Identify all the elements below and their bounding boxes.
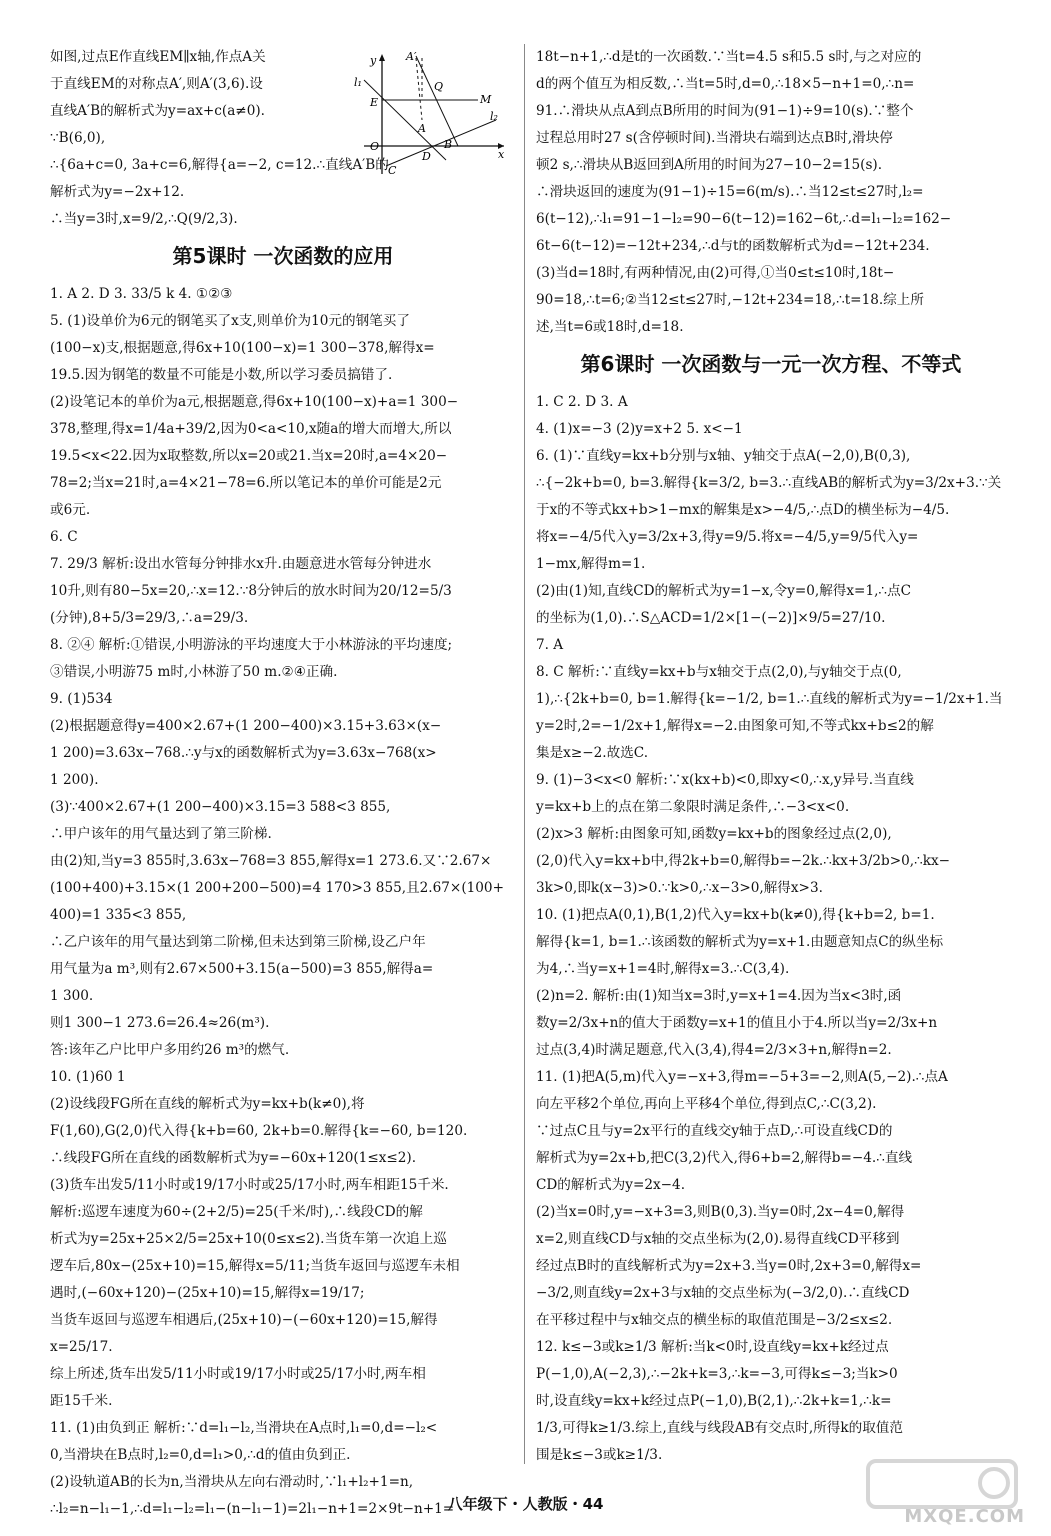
- text-line: (2)设笔记本的单价为a元,根据题意,得6x+10(100−x)+a=1 300−: [50, 394, 459, 410]
- text-line: 7. 29/3 解析:设出水管每分钟排水x升.由题意进水管每分钟进水: [50, 556, 432, 572]
- text-line: (3)∵400×2.67+(1 200−400)×3.15=3 588<3 855,: [50, 799, 391, 815]
- text-line: 1),∴{2k+b=0, b=1.解得{k=−1/2, b=1.∴直线的解析式为y=−1/2x+1.当: [536, 691, 1003, 707]
- text-line: (3)货车出发5/11小时或19/17小时或25/17小时,两车相距15千米.: [50, 1177, 449, 1193]
- text-line: 6. C: [50, 529, 78, 545]
- text-line: 集是x≥−2.故选C.: [536, 745, 649, 761]
- text-line: 78=2;当x=21时,a=4×21−78=6.所以笔记本的单价可能是2元: [50, 475, 442, 491]
- label-a: A: [418, 122, 426, 135]
- text-line: ∵过点C且与y=2x平行的直线交y轴于点D,∴可设直线CD的: [536, 1123, 893, 1139]
- text-line: 11. (1)由负到正 解析:∵d=l₁−l₂,当滑块在A点时,l₁=0,d=−l₂<: [50, 1420, 438, 1436]
- right-column: [536, 44, 1006, 1469]
- label-a-prime: A′: [406, 50, 417, 63]
- text-line: F(1,60),G(2,0)代入得{k+b=60, 2k+b=0.解得{k=−60, b=120.: [50, 1123, 468, 1139]
- y-arrow: [379, 54, 385, 61]
- text-line: (2)由(1)知,直线CD的解析式为y=1−x,令y=0,解得x=1,∴点C: [536, 583, 912, 599]
- text-line: 述,当t=6或18时,d=18.: [536, 319, 684, 335]
- text-line: 如图,过点E作直线EM∥x轴,作点A关: [50, 49, 266, 65]
- text-line: 7. A: [536, 637, 564, 653]
- label-x: x: [498, 148, 505, 161]
- section-title-6: 第6课时 一次函数与一元一次方程、不等式: [580, 352, 962, 376]
- text-line: ∴l₂=n−l₁−1,∴d=l₁−l₂=l₁−(n−l₁−1)=2l₁−n+1=2×9t−n+1=: [50, 1501, 455, 1517]
- text-line: x=25/17.: [50, 1339, 113, 1355]
- watermark-text: MXQE.COM: [904, 1506, 1025, 1527]
- text-line: 顿2 s,∴滑块从B返回到A所用的时间为27−10−2=15(s).: [536, 157, 883, 173]
- text-line: 8. C 解析:∵直线y=kx+b与x轴交于点(2,0),与y轴交于点(0,: [536, 664, 902, 680]
- text-line: 数y=2/3x+n的值大于函数y=x+1的值且小于4.所以当y=2/3x+n: [536, 1015, 938, 1031]
- text-line: CD的解析式为y=2x−4.: [536, 1177, 686, 1193]
- text-line: 综上所述,货车出发5/11小时或19/17小时或25/17小时,两车相: [50, 1366, 426, 1382]
- text-line: ∴当y=3时,x=9/2,∴Q(9/2,3).: [50, 211, 238, 227]
- text-line: 6. (1)∵直线y=kx+b分别与x轴、y轴交于点A(−2,0),B(0,3),: [536, 448, 911, 464]
- text-line: ∴滑块返回的速度为(91−1)÷15=6(m/s).∴当12≤t≤27时,l₂=: [536, 184, 924, 200]
- text-line: 则1 300−1 273.6=26.4≈26(m³).: [50, 1015, 270, 1031]
- text-line: P(−1,0),A(−2,3),∴−2k+k=3,∴k=−3,可得k≤−3;当k>0: [536, 1366, 898, 1382]
- text-line: 6(t−12),∴l₁=91−1−l₂=90−6(t−12)=162−6t,∴d=l₁−l₂=162−: [536, 211, 952, 227]
- label-m: M: [480, 93, 492, 106]
- text-line: −3/2,则直线y=2x+3与x轴的交点坐标为(−3/2,0).∴直线CD: [536, 1285, 910, 1301]
- label-c: C: [388, 164, 397, 177]
- text-line: 直线A′B的解析式为y=ax+c(a≠0).: [50, 103, 265, 119]
- text-line: 4. (1)x=−3 (2)y=x+2 5. x<−1: [536, 421, 743, 437]
- text-line: 向左平移2个单位,再向上平移4个单位,得到点C,∴C(3,2).: [536, 1096, 877, 1112]
- text-line: 为4,∴当y=x+1=4时,解得x=3.∴C(3,4).: [536, 961, 790, 977]
- text-line: 或6元.: [50, 502, 91, 518]
- text-line: 将x=−4/5代入y=3/2x+3,得y=9/5.将x=−4/5,y=9/5代入y=: [536, 529, 919, 545]
- text-line: 9. (1)534: [50, 691, 113, 707]
- text-line: 于x的不等式kx+b>1−mx的解集是x>−4/5,∴点D的横坐标为−4/5.: [536, 502, 950, 518]
- text-line: (3)当d=18时,有两种情况,由(2)可得,①当0≤t≤10时,18t−: [536, 265, 895, 281]
- page-footer: 八年级下・人教版・44: [447, 1495, 604, 1513]
- text-line: 19.5<x<22.因为x取整数,所以x=20或21.当x=20时,a=4×20−: [50, 448, 448, 464]
- text-line: 解得{k=1, b=1.∴该函数的解析式为y=x+1.由题意知点C的纵坐标: [536, 934, 944, 950]
- text-line: 12. k≤−3或k≥1/3 解析:当k<0时,设直线y=kx+k经过点: [536, 1339, 889, 1355]
- text-line: (100−x)支,根据题意,得6x+10(100−x)=1 300−378,解得x=: [50, 340, 435, 356]
- text-line: (2)设轨道AB的长为n,当滑块从左向右滑动时,∵l₁+l₂+1=n,: [50, 1474, 414, 1490]
- label-y: y: [370, 54, 377, 67]
- text-line: 91.∴滑块从点A到点B所用的时间为(91−1)÷9=10(s).∵整个: [536, 103, 914, 119]
- text-line: 当货车返回与巡逻车相遇后,(25x+10)−(−60x+120)=15,解得: [50, 1312, 438, 1328]
- text-line: ∴线段FG所在直线的函数解析式为y=−60x+120(1≤x≤2).: [50, 1150, 417, 1166]
- text-line: 1. C 2. D 3. A: [536, 394, 628, 410]
- text-line: ∴{6a+c=0, 3a+c=6,解得{a=−2, c=12.∴直线A′B的: [50, 157, 389, 173]
- text-line: 时,设直线y=kx+k经过点P(−1,0),B(2,1),∴2k+k=1,∴k=: [536, 1393, 892, 1409]
- label-q: Q: [434, 80, 444, 93]
- text-line: 由(2)知,当y=3 855时,3.63x−768=3 855,解得x=1 273.6.又∵2.67×: [50, 853, 492, 869]
- text-line: (100+400)+3.15×(1 200+200−500)=4 170>3 855,且2.67×(100+: [50, 880, 504, 896]
- text-line: 1−mx,解得m=1.: [536, 556, 646, 572]
- text-line: 19.5.因为钢笔的数量不可能是小数,所以学习委员搞错了.: [50, 367, 393, 383]
- text-line: 11. (1)把A(5,m)代入y=−x+3,得m=−5+3=−2,则A(5,−2).∴点A: [536, 1069, 948, 1085]
- text-line: 围是k≤−3或k≥1/3.: [536, 1447, 663, 1463]
- text-line: 解析式为y=2x+b,把C(3,2)代入,得6+b=2,解得b=−4.∴直线: [536, 1150, 913, 1166]
- text-line: 10. (1)60 1: [50, 1069, 126, 1085]
- text-line: ③错误,小明游75 m时,小林游了50 m.②④正确.: [50, 664, 338, 680]
- left-column: [50, 44, 516, 1523]
- text-line: d的两个值互为相反数,∴当t=5时,d=0,∴18×5−n+1=0,∴n=: [536, 76, 915, 92]
- text-line: 1/3,可得k≥1/3.综上,直线与线段AB有交点时,所得k的取值范: [536, 1420, 903, 1436]
- text-line: 9. (1)−3<x<0 解析:∵x(kx+b)<0,即xy<0,∴x,y异号.当直线: [536, 772, 914, 788]
- left-answers: [50, 281, 516, 1523]
- text-line: 解析式为y=−2x+12.: [50, 184, 185, 200]
- text-line: (2)x>3 解析:由图象可知,函数y=kx+b的图象经过点(2,0),: [536, 826, 892, 842]
- text-line: ∴乙户该年的用气量达到第二阶梯,但未达到第三阶梯,设乙户年: [50, 934, 426, 950]
- text-line: (分钟),8+5/3=29/3,∴a=29/3.: [50, 610, 249, 626]
- text-line: 10升,则有80−5x=20,∴x=12.∵8分钟后的放水时间为20/12=5/3: [50, 583, 452, 599]
- text-line: 1 200).: [50, 772, 99, 788]
- text-line: 析式为y=25x+25×2/5=25x+10(0≤x≤2).当货车第一次追上巡: [50, 1231, 447, 1247]
- text-line: y=2时,2=−1/2x+1,解得x=−2.由图象可知,不等式kx+b≤2的解: [536, 718, 934, 734]
- text-line: 0,当滑块在B点时,l₂=0,d=l₁>0,∴d的值由负到正.: [50, 1447, 351, 1463]
- label-b: B: [444, 138, 453, 151]
- text-line: 90=18,∴t=6;②当12≤t≤27时,−12t+234=18,∴t=18.综上所: [536, 292, 924, 308]
- text-line: 3k>0,即k(x−3)>0.∵k>0,∴x−3>0,解得x>3.: [536, 880, 823, 896]
- text-line: 过点(3,4)时满足题意,代入(3,4),得4=2/3×3+n,解得n=2.: [536, 1042, 892, 1058]
- text-line: x=2,则直线CD与x轴的交点坐标为(2,0).易得直线CD平移到: [536, 1231, 900, 1247]
- label-o: O: [370, 140, 380, 153]
- text-line: (2)设线段FG所在直线的解析式为y=kx+b(k≠0),将: [50, 1096, 365, 1112]
- text-line: 距15千米.: [50, 1393, 113, 1409]
- text-line: 6t−6(t−12)=−12t+234,∴d与t的函数解析式为d=−12t+234.: [536, 238, 930, 254]
- text-line: 于直线EM的对称点A′,则A′(3,6).设: [50, 76, 263, 92]
- text-line: y=kx+b上的点在第二象限时满足条件,∴−3<x<0.: [536, 799, 850, 815]
- right-continued-answers: [536, 44, 1006, 341]
- text-line: (2)根据题意得y=400×2.67+(1 200−400)×3.15+3.63×(x−: [50, 718, 442, 734]
- right-answers: [536, 389, 1006, 1469]
- text-line: (2)当x=0时,y=−x+3=3,则B(0,3).当y=0时,2x−4=0,解得: [536, 1204, 905, 1220]
- column-divider: [524, 44, 525, 1464]
- text-line: 用气量为a m³,则有2.67×500+3.15(a−500)=3 855,解得a=: [50, 961, 434, 977]
- text-line: 8. ②④ 解析:①错误,小明游泳的平均速度大于小林游泳的平均速度;: [50, 637, 453, 653]
- label-l1: l₁: [354, 76, 362, 89]
- text-line: 在平移过程中与x轴交点的横坐标的取值范围是−3/2≤x≤2.: [536, 1312, 893, 1328]
- text-line: 1. A 2. D 3. 33/5 k 4. ①②③: [50, 286, 233, 302]
- text-line: ∴甲户该年的用气量达到了第三阶梯.: [50, 826, 272, 842]
- text-line: 1 200)=3.63x−768.∴y与x的函数解析式为y=3.63x−768(x>: [50, 745, 437, 761]
- label-l2: l₂: [490, 110, 498, 123]
- text-line: 10. (1)把点A(0,1),B(1,2)代入y=kx+b(k≠0),得{k+b=2, b=1.: [536, 907, 935, 923]
- text-line: ∵B(6,0),: [50, 130, 106, 146]
- text-line: 5. (1)设单价为6元的钢笔买了x支,则单价为10元的钢笔买了: [50, 313, 410, 329]
- text-line: 逻车后,80x−(25x+10)=15,解得x=5/11;当货车返回与巡逻车未相: [50, 1258, 460, 1274]
- text-line: 答:该年乙户比甲户多用约26 m³的燃气.: [50, 1042, 290, 1058]
- text-line: 经过点B时的直线解析式为y=2x+3.当y=0时,2x+3=0,解得x=: [536, 1258, 922, 1274]
- text-line: ∴{−2k+b=0, b=3.解得{k=3/2, b=3.∴直线AB的解析式为y=3/2x+3.∵关: [536, 475, 1002, 491]
- text-line: 解析:巡逻车速度为60÷(2+2/5)=25(千米/时),∴线段CD的解: [50, 1204, 423, 1220]
- text-line: 的坐标为(1,0).∴S△ACD=1/2×[1−(−2)]×9/5=27/10.: [536, 610, 886, 626]
- label-e: E: [370, 96, 379, 109]
- coordinate-figure: [346, 50, 506, 178]
- text-line: 遇时,(−60x+120)−(25x+10)=15,解得x=19/17;: [50, 1285, 365, 1301]
- text-line: 1 300.: [50, 988, 94, 1004]
- text-line: 过程总用时27 s(含停顿时间).当滑块右端到达点B时,滑块停: [536, 130, 893, 146]
- line-l2: [386, 120, 496, 166]
- text-line: (2,0)代入y=kx+b中,得2k+b=0,解得b=−2k.∴kx+3/2b>0,∴kx−: [536, 853, 951, 869]
- text-line: 400)=1 335<3 855,: [50, 907, 187, 923]
- text-line: (2)n=2. 解析:由(1)知当x=3时,y=x+1=4.因为当x<3时,函: [536, 988, 902, 1004]
- label-d: D: [422, 150, 431, 163]
- section-title-5: 第5课时 一次函数的应用: [172, 244, 394, 268]
- text-line: 18t−n+1,∴d是t的一次函数.∵当t=4.5 s和5.5 s时,与之对应的: [536, 49, 922, 65]
- text-line: 378,整理,得x=1/4a+39/2,因为0<a<10,x随a的增大而增大,所以: [50, 421, 452, 437]
